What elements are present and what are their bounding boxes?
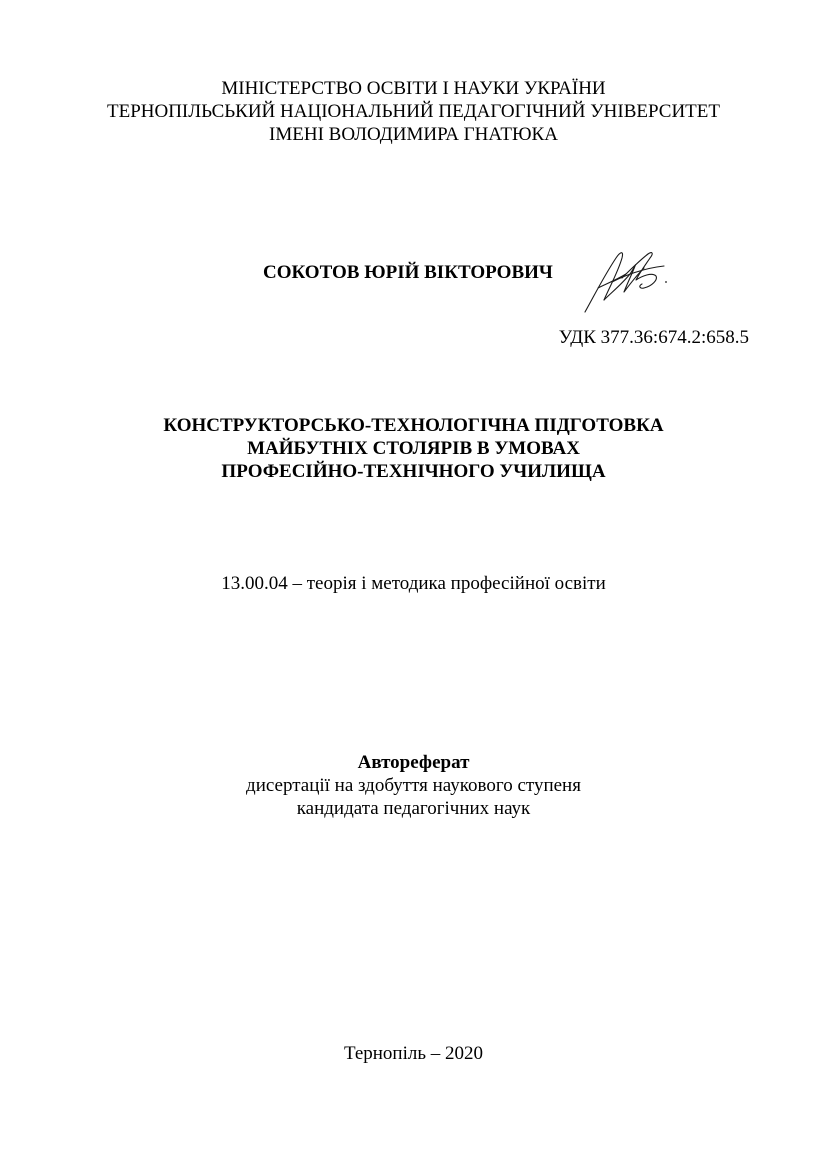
city-year-text: Тернопіль – 2020 xyxy=(343,1043,484,1064)
abstract-line: дисертації на здобуття наукового ступеня xyxy=(246,775,581,796)
title-line: КОНСТРУКТОРСЬКО-ТЕХНОЛОГІЧНА ПІДГОТОВКА xyxy=(163,415,664,436)
ministry-line: МІНІСТЕРСТВО ОСВІТИ І НАУКИ УКРАЇНИ xyxy=(221,78,606,99)
specialty-text: 13.00.04 – теорія і методика професійної освіти xyxy=(221,573,606,594)
abstract-line: кандидата педагогічних наук xyxy=(296,798,531,819)
abstract-heading: Автореферат xyxy=(357,752,470,773)
udc-code: УДК 377.36:674.2:658.5 xyxy=(558,327,749,348)
thesis-title xyxy=(0,414,827,483)
author-name: СОКОТОВ ЮРІЙ ВІКТОРОВИЧ xyxy=(263,262,553,283)
title-line: МАЙБУТНІХ СТОЛЯРІВ В УМОВАХ xyxy=(247,438,580,459)
university-line: ТЕРНОПІЛЬСЬКИЙ НАЦІОНАЛЬНИЙ ПЕДАГОГІЧНИЙ УНІВЕРСИТЕТ xyxy=(106,101,720,122)
city-year xyxy=(0,1042,827,1065)
institution-header xyxy=(0,77,827,146)
university-name-line: ІМЕНІ ВОЛОДИМИРА ГНАТЮКА xyxy=(269,124,558,145)
specialty-line xyxy=(0,572,827,595)
handwritten-signature xyxy=(582,244,677,316)
abstract-block xyxy=(0,751,827,820)
title-line: ПРОФЕСІЙНО-ТЕХНІЧНОГО УЧИЛИЩА xyxy=(221,461,606,482)
